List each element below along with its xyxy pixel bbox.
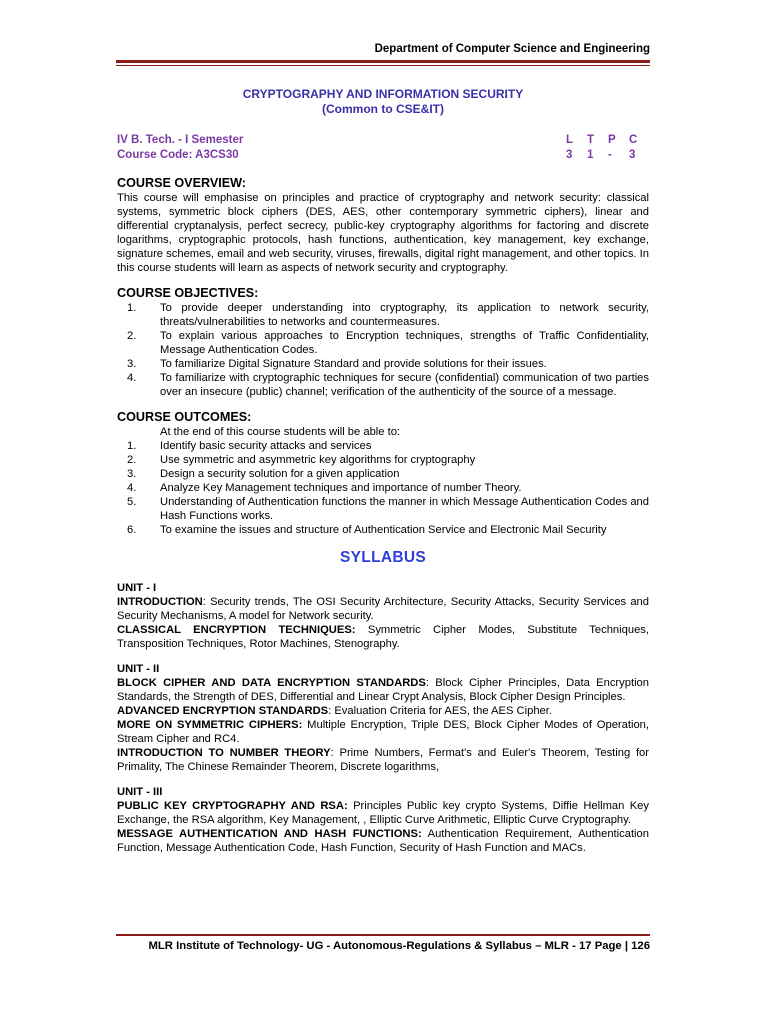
list-item: [117, 301, 649, 329]
topic-heading: MESSAGE AUTHENTICATION AND HASH FUNCTIONS:: [117, 828, 422, 840]
list-item: [117, 329, 649, 357]
unit-3-topic-2: [117, 827, 649, 855]
unit-3-label: UNIT - III: [117, 786, 163, 798]
ltpc-label-l: L: [566, 134, 574, 146]
unit-1-topic-2: [117, 623, 649, 651]
topic-text: Evaluation Criteria for AES, the AES Cipher.: [334, 705, 552, 717]
list-item-number: 1.: [127, 302, 137, 314]
list-item-number: 3.: [127, 468, 137, 480]
list-item-text: Use symmetric and asymmetric key algorithms for cryptography: [160, 454, 476, 466]
ltpc-value-t: 1: [587, 149, 594, 161]
list-item-text: To familiarize with cryptographic techniques for secure (confidential) communication of two parties over an insecure (public) channel; verification of the authenticity of the source of a message.: [160, 372, 649, 398]
list-item: [117, 357, 649, 371]
topic-heading: PUBLIC KEY CRYPTOGRAPHY AND RSA:: [117, 800, 348, 812]
ltpc-value-p: -: [608, 149, 612, 161]
topic-heading: MORE ON SYMMETRIC CIPHERS:: [117, 719, 303, 731]
list-item-text: To familiarize Digital Signature Standard and provide solutions for their issues.: [160, 358, 547, 370]
list-item-number: 6.: [127, 524, 137, 536]
ltpc-labels: [566, 133, 650, 148]
list-item: [117, 467, 649, 481]
overview-heading: COURSE OVERVIEW:: [117, 176, 246, 190]
outcomes-list: [117, 439, 649, 537]
syllabus-heading: SYLLABUS: [340, 549, 426, 566]
list-item-text: Analyze Key Management techniques and importance of number Theory.: [160, 482, 522, 494]
topic-heading: INTRODUCTION TO NUMBER THEORY: [117, 747, 331, 759]
topic-text: Multiple Encryption, Triple DES, Block Cipher Modes of Operation, Stream Cipher and RC4.: [117, 719, 650, 745]
list-item: [117, 453, 649, 467]
unit-2-topic-2: [117, 704, 649, 718]
course-subtitle: (Common to CSE&IT): [322, 102, 444, 116]
ltpc-values: [566, 148, 650, 163]
topic-text: Block Cipher Principles, Data Encryption Standards, the Strength of DES, Differential and Linear Crypt Analysis, Block Cipher Design Principles.: [117, 677, 650, 703]
list-item-number: 1.: [127, 440, 137, 452]
topic-heading: CLASSICAL ENCRYPTION TECHNIQUES:: [117, 624, 356, 636]
unit-1-label: UNIT - I: [117, 582, 157, 594]
topic-text: Symmetric Cipher Modes, Substitute Techniques, Transposition Techniques, Rotor Machines, Stenography.: [117, 624, 649, 650]
course-title: CRYPTOGRAPHY AND INFORMATION SECURITY: [242, 87, 524, 101]
ltpc-label-t: T: [587, 134, 595, 146]
course-meta: [117, 133, 243, 163]
ltpc-label-p: P: [608, 134, 616, 146]
unit-3-topic-1: [117, 799, 649, 827]
overview-text: This course will emphasise on principles and practice of cryptography and network security: classical systems, symmetric block ciphers (DES, AES, other contemporary symmetric ciphers), linear and differential cryptanalysis, perfect secrecy, public-key cryptography algorithms for factoring and discrete logarithms, cryptographic protocols, hash functions, authentication, key management, key exchange, signature schemes, email and web security, viruses, firewalls, digital right management, and other topics. In this course students will learn as aspects of network security and cryptography.: [117, 192, 649, 274]
unit-2-label: UNIT - II: [117, 663, 160, 675]
course-code: Course Code: A3CS30: [117, 149, 239, 161]
main-content: [117, 176, 649, 855]
list-item-number: 4.: [127, 482, 137, 494]
outcomes-heading: COURSE OUTCOMES:: [117, 410, 252, 424]
list-item-number: 4.: [127, 372, 137, 384]
list-item-text: To explain various approaches to Encryption techniques, strengths of Traffic Confidentiality, Message Authentication Codes.: [160, 330, 649, 356]
list-item: [117, 439, 649, 453]
topic-heading: BLOCK CIPHER AND DATA ENCRYPTION STANDARDS: [117, 677, 426, 689]
topic-separator: [356, 624, 368, 636]
list-item-text: Understanding of Authentication functions the manner in which Message Authentication Codes and Hash Functions works.: [160, 496, 649, 522]
topic-heading: INTRODUCTION: [117, 596, 203, 608]
topic-separator: :: [330, 747, 340, 759]
list-item: [117, 481, 649, 495]
unit-2-topic-4: [117, 746, 649, 774]
list-item-text: To examine the issues and structure of Authentication Service and Electronic Mail Security: [160, 524, 607, 536]
objectives-list: [117, 301, 649, 399]
ltpc-table: [566, 133, 650, 163]
header-rule-thin: [116, 65, 650, 66]
page-footer: MLR Institute of Technology- UG - Autonomous-Regulations & Syllabus – MLR - 17 Page | 126: [148, 940, 650, 952]
ltpc-label-c: C: [629, 134, 638, 146]
department-header: Department of Computer Science and Engineering: [374, 43, 650, 55]
header-rule-thick: [116, 60, 650, 63]
ltpc-value-l: 3: [566, 149, 573, 161]
topic-separator: :: [202, 596, 211, 608]
objectives-heading: COURSE OBJECTIVES:: [117, 286, 259, 300]
list-item-number: 2.: [127, 330, 137, 342]
topic-text: Security trends, The OSI Security Architecture, Security Attacks, Security Services and Security Mechanisms, A model for Network security.: [117, 596, 649, 622]
footer-rule: [116, 934, 650, 936]
list-item: [117, 371, 649, 399]
semester-label: IV B. Tech. - I Semester: [117, 134, 244, 146]
topic-text: Authentication Requirement, Authentication Function, Message Authentication Code, Hash Function, Security of Hash Function and MACs.: [117, 828, 649, 854]
list-item-text: Identify basic security attacks and services: [160, 440, 372, 452]
list-item-text: Design a security solution for a given application: [160, 468, 400, 480]
topic-text: Prime Numbers, Fermat's and Euler's Theorem, Testing for Primality, The Chinese Remainder Theorem, Discrete logarithms,: [117, 747, 650, 773]
outcomes-intro: At the end of this course students will be able to:: [160, 426, 401, 438]
unit-2-topic-3: [117, 718, 649, 746]
list-item-number: 2.: [127, 454, 137, 466]
topic-text: Principles Public key crypto Systems, Diffie Hellman Key Exchange, the RSA algorithm, Key Management, , Elliptic Curve Arithmetic, Elliptic Curve Cryptography.: [117, 800, 649, 826]
topic-separator: :: [425, 677, 436, 689]
list-item-text: To provide deeper understanding into cryptography, its application to network security, threats/vulnerabilities to networks and countermeasures.: [160, 302, 649, 328]
ltpc-value-c: 3: [629, 149, 636, 161]
list-item-number: 3.: [127, 358, 137, 370]
list-item: [117, 495, 649, 523]
unit-2-topic-1: [117, 676, 649, 704]
course-title-block: [116, 87, 650, 117]
list-item-number: 5.: [127, 496, 137, 508]
list-item: [117, 523, 649, 537]
topic-separator: :: [328, 705, 335, 717]
topic-heading: ADVANCED ENCRYPTION STANDARDS: [117, 705, 329, 717]
unit-1-topic-1: [117, 595, 649, 623]
